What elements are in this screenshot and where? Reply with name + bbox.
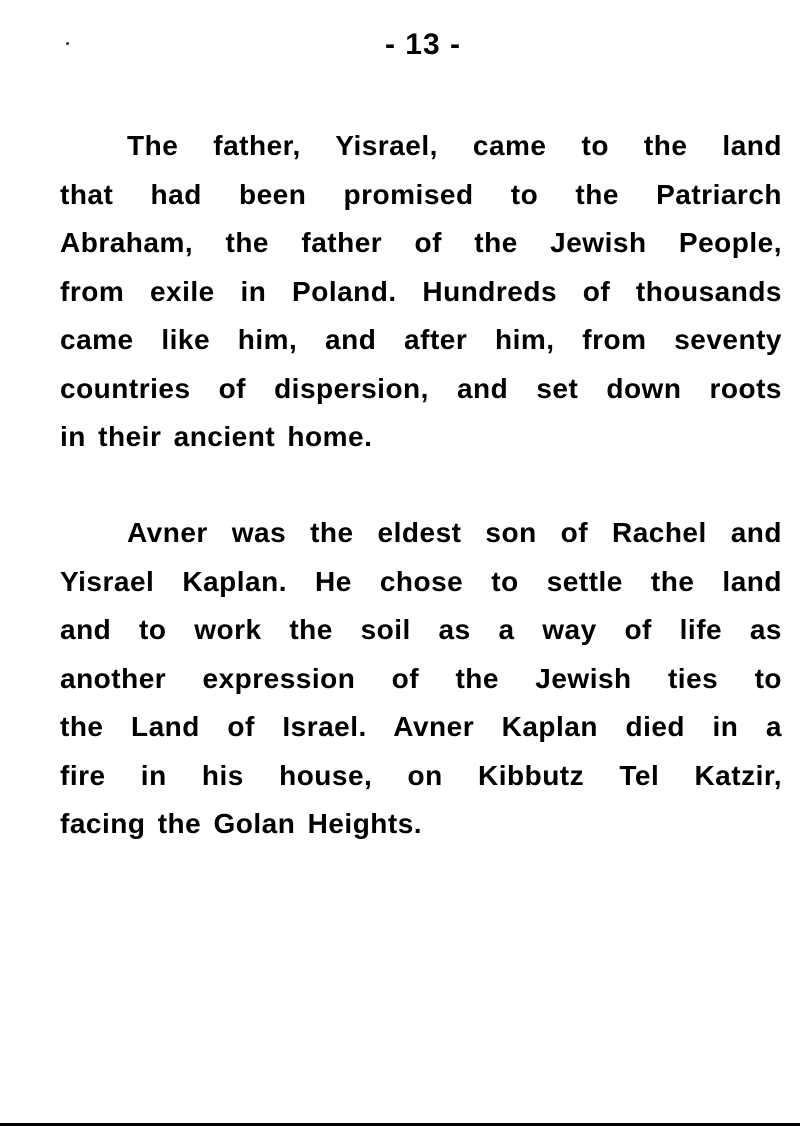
paragraph-line: countries of dispersion, and set down roots [60, 372, 782, 404]
paragraph-line: Yisrael Kaplan. He chose to settle the land [60, 565, 782, 597]
paragraph-line: another expression of the Jewish ties to [60, 662, 782, 694]
paragraph-line: Avner was the eldest son of Rachel and [127, 517, 782, 548]
paragraph-line: fire in his house, on Kibbutz Tel Katzir, [60, 759, 782, 791]
paragraph-line: from exile in Poland. Hundreds of thousands [60, 275, 782, 307]
paragraph-line: that had been promised to the Patriarch [60, 178, 782, 210]
paragraph-line: the Land of Israel. Avner Kaplan died in a [60, 711, 782, 742]
paragraph-2 [60, 509, 782, 849]
paragraph-line: and to work the soil as a way of life as [60, 614, 782, 645]
paragraph-line: facing the Golan Heights. [60, 808, 423, 839]
paragraph-line: came like him, and after him, from seventy [60, 324, 782, 355]
paragraph-line: in their ancient home. [60, 421, 373, 452]
paragraph-1 [60, 122, 782, 462]
paragraph-line: Abraham, the father of the Jewish People, [60, 227, 782, 258]
page-number: - 13 - [384, 28, 462, 61]
paragraph-line: The father, Yisrael, came to the land [127, 130, 782, 161]
